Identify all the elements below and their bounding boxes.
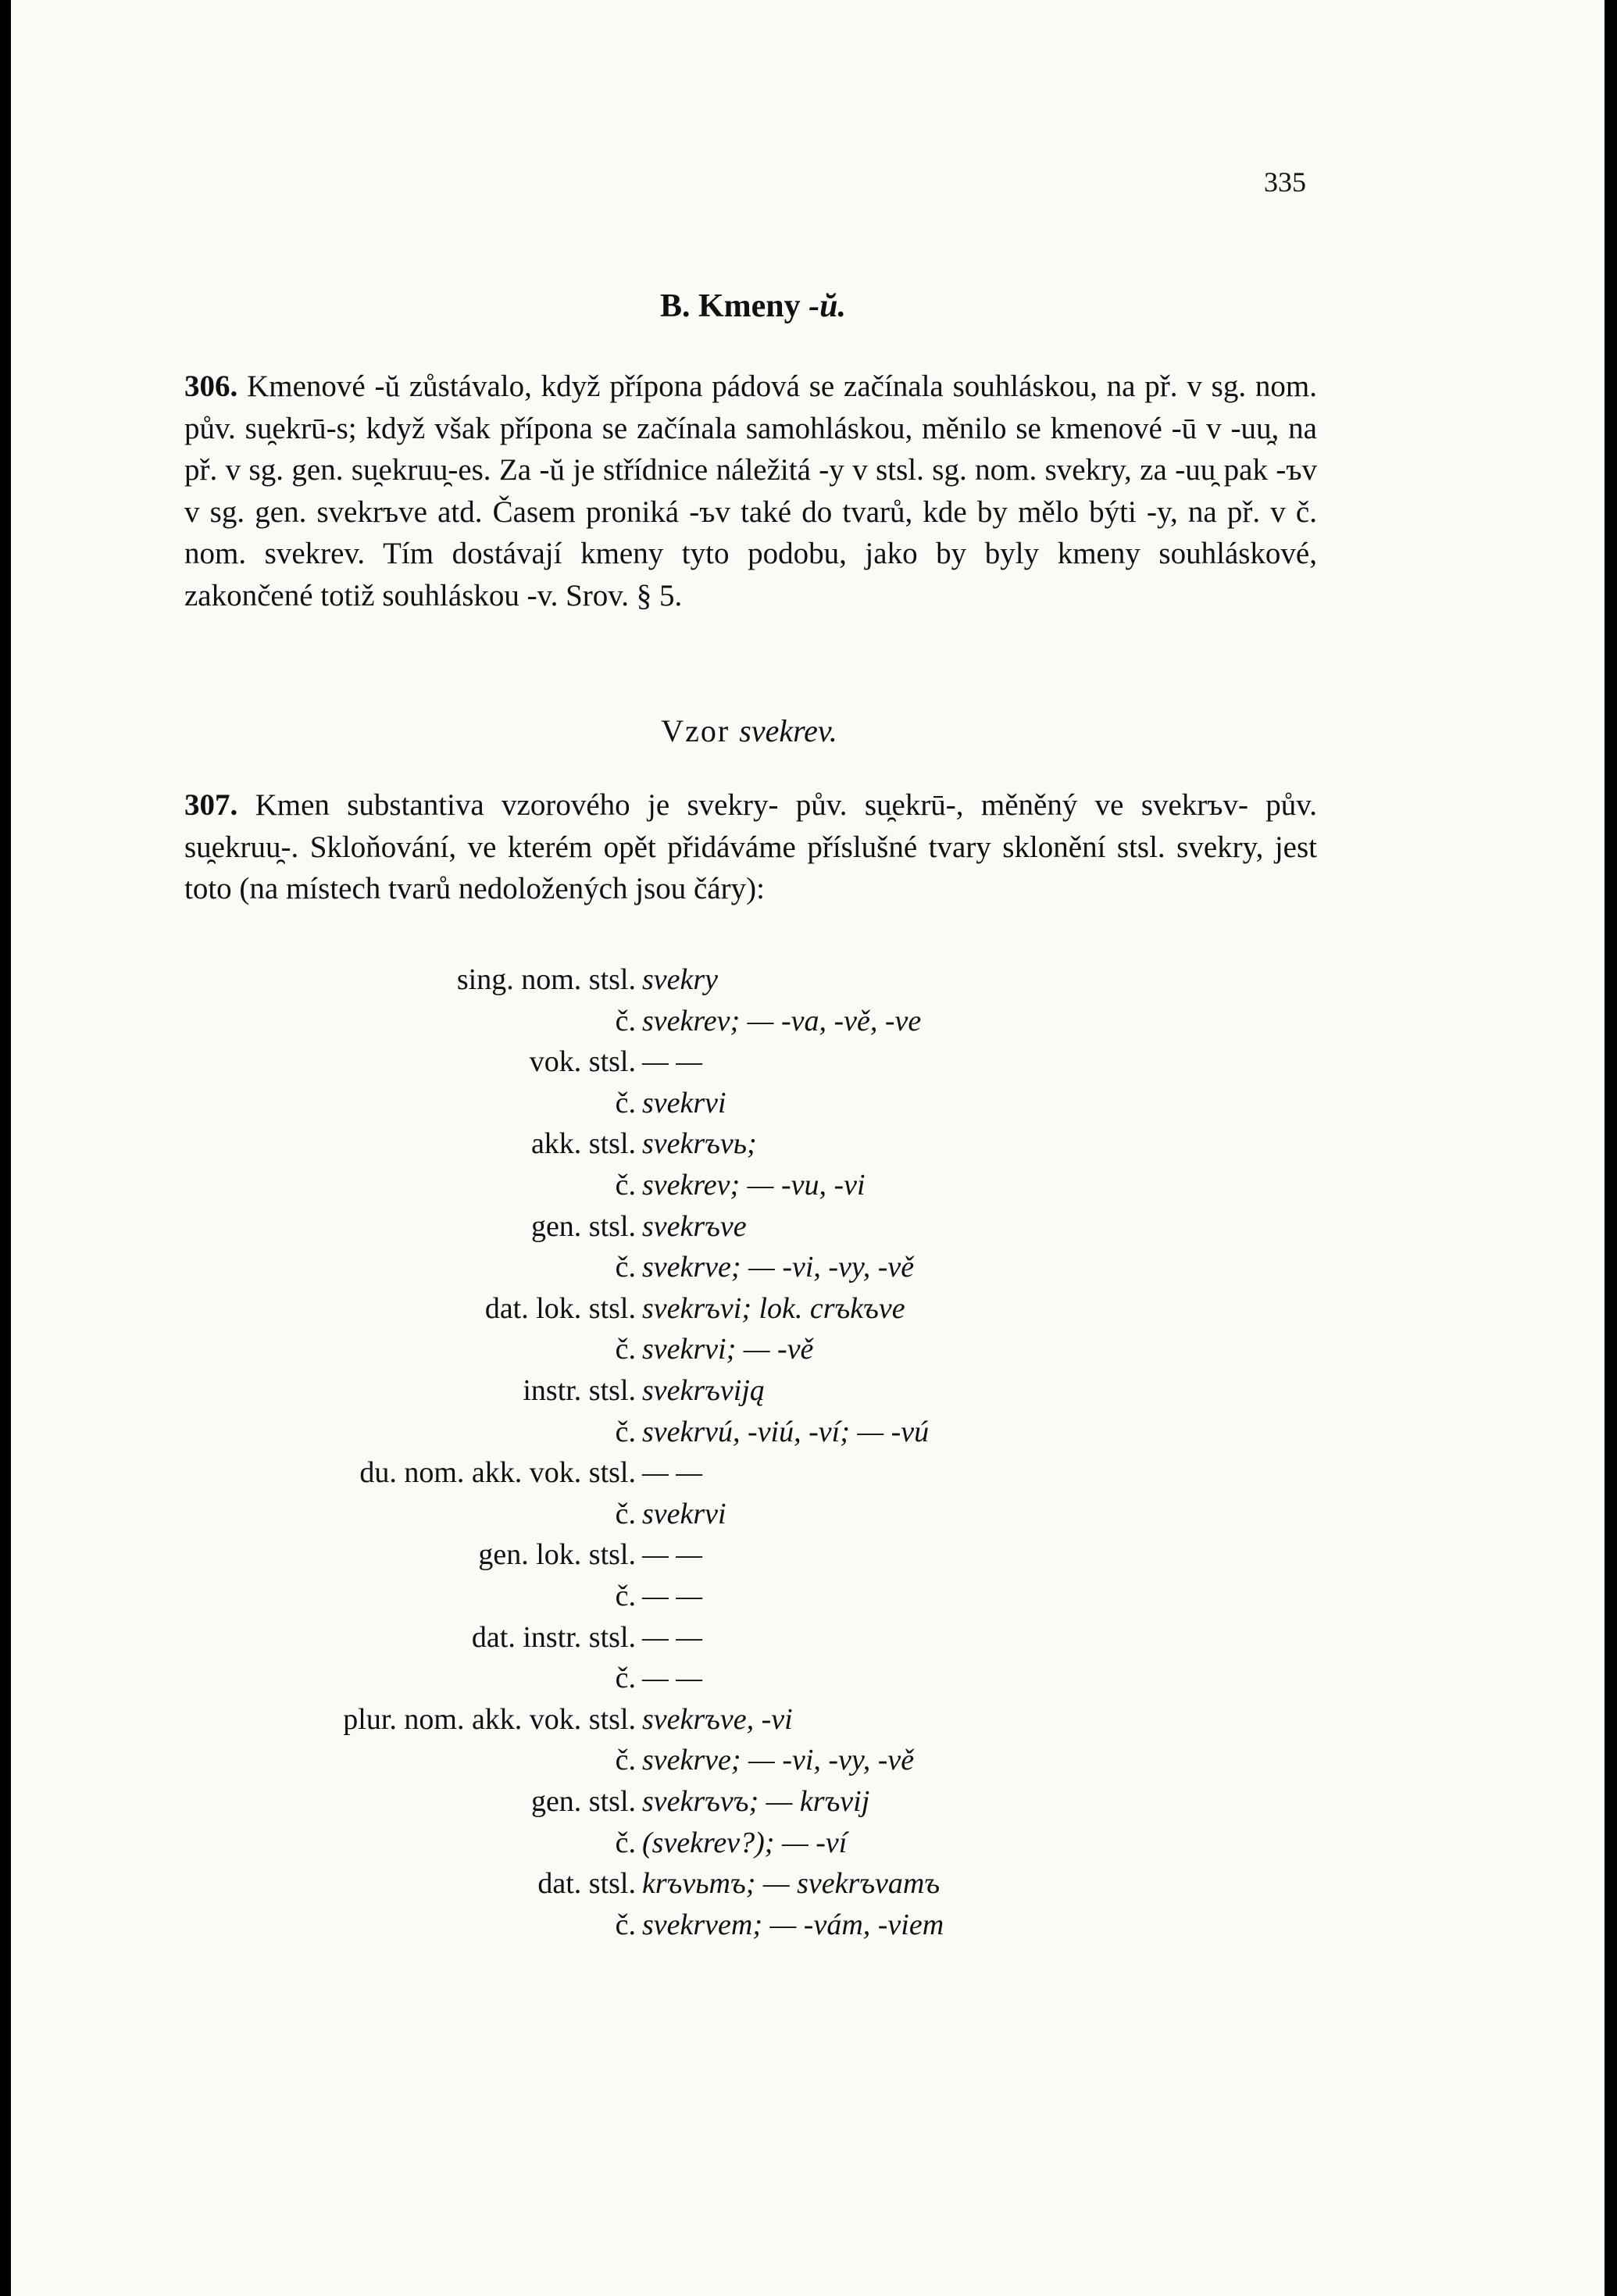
case-form: svekrvú, -viú, -ví; — -vú: [642, 1415, 930, 1448]
paradigm-title: [11, 712, 1487, 749]
case-form: svekrъve, -vi: [642, 1702, 793, 1736]
case-form: — —: [642, 1045, 703, 1079]
case-form: svekrъvь;: [642, 1127, 757, 1161]
paradigm-row: [11, 1086, 1495, 1127]
case-label: gen. stsl.: [530, 1785, 636, 1818]
paradigm-row: [11, 1661, 1495, 1701]
case-form: svekrvi: [642, 1497, 726, 1530]
paradigm-row: [11, 1579, 1495, 1619]
case-label: dat. instr. stsl.: [471, 1620, 636, 1654]
case-label: plur. nom. akk. vok. stsl.: [343, 1702, 636, 1736]
paragraph-307: [184, 784, 1317, 910]
case-form: — —: [642, 1456, 703, 1490]
case-label: dat. stsl.: [537, 1867, 636, 1901]
case-form: svekry: [642, 963, 719, 996]
case-form: svekrъvъ; — krъvij: [642, 1785, 870, 1818]
case-label: dat. lok. stsl.: [484, 1291, 636, 1325]
case-label: č.: [615, 1004, 636, 1037]
vzor-label: Vzor: [661, 713, 740, 748]
case-form: svekrvi; — -vě: [642, 1333, 814, 1366]
case-label: č.: [615, 1580, 636, 1612]
paragraph-number: 306.: [184, 370, 238, 403]
case-form: svekrvem; — -vám, -viem: [642, 1908, 944, 1941]
case-label: č.: [615, 1662, 636, 1695]
case-form: svekrve; — -vi, -vy, -vě: [642, 1744, 915, 1777]
paragraph-text: Kmenové -ŭ zůstávalo, když přípona pádová se začínala souhláskou, na př. v sg. nom. pův. su̯ekrū-s; když však přípona se začínala samohláskou, měnilo se kmenové -ū v -uu̯, na př. v sg. gen. su̯ekruu̯-es. Za -ŭ je střídnice náležitá -y v stsl. sg. nom. svekry, za -uu̯ pak -ъv v sg. gen. svekrъve atd. Časem proniká -ъv také do tvarů, kde by mělo býti -y, na př. v č. nom. svekrev. Tím dostávají kmeny tyto podobu, jako by byly kmeny souhláskové, zakončené totiž souhláskou -v. Srov. § 5.: [184, 370, 1317, 612]
case-label: č.: [615, 1744, 636, 1777]
paragraph-number: 307.: [184, 788, 238, 822]
case-label: gen. lok. stsl.: [478, 1538, 636, 1572]
paradigm-row: [11, 1743, 1495, 1784]
paradigm-row: [11, 1127, 1495, 1167]
section-heading: [11, 287, 1495, 325]
case-form: — —: [642, 1580, 703, 1612]
case-label: sing. nom. stsl.: [456, 963, 636, 996]
paradigm-row: [11, 1620, 1495, 1661]
case-form: svekrъve: [642, 1209, 747, 1243]
case-form: — —: [642, 1620, 703, 1654]
paradigm-row: [11, 1702, 1495, 1743]
case-form: svekrev; — -vu, -vi: [642, 1169, 866, 1202]
case-label: instr. stsl.: [523, 1374, 636, 1407]
case-form: svekrъviją: [642, 1374, 765, 1407]
case-form: svekrev; — -va, -vě, -ve: [642, 1004, 922, 1037]
case-form: (svekrev?); — -ví: [642, 1826, 848, 1859]
case-form: svekrvi: [642, 1086, 726, 1119]
page-number: 335: [1264, 166, 1306, 198]
paradigm-row: [11, 1332, 1495, 1373]
case-form: — —: [642, 1662, 703, 1695]
case-label: gen. stsl.: [530, 1209, 636, 1243]
vzor-word: svekrev.: [739, 713, 837, 748]
case-label: č.: [615, 1251, 636, 1284]
paradigm-row: [11, 1497, 1495, 1537]
paradigm-row: [11, 962, 1495, 1003]
paradigm-row: [11, 1250, 1495, 1291]
paradigm-row: [11, 1044, 1495, 1085]
case-form: krъvьmъ; — svekrъvamъ: [642, 1867, 941, 1901]
paradigm-row: [11, 1866, 1495, 1907]
case-label: akk. stsl.: [530, 1127, 636, 1161]
case-label: vok. stsl.: [529, 1045, 636, 1079]
case-label: č.: [615, 1415, 636, 1448]
case-label: č.: [615, 1086, 636, 1119]
heading-stem: -ŭ.: [808, 288, 847, 324]
paragraph-text: Kmen substantiva vzorového je svekry- pův. su̯ekrū-, měněný ve svekrъv- pův. su̯ekruu̯-. Skloňování, ve kterém opět přidáváme příslušné tvary sklonění stsl. svekry, jest toto (na místech tvarů nedoložených jsou čáry):: [184, 788, 1317, 905]
book-page: [11, 0, 1605, 2296]
paradigm-row: [11, 1908, 1495, 1948]
paradigm-row: [11, 1373, 1495, 1414]
case-label: č.: [615, 1908, 636, 1941]
paradigm-row: [11, 1455, 1495, 1496]
case-label: č.: [615, 1169, 636, 1202]
case-form: — —: [642, 1538, 703, 1572]
paradigm-row: [11, 1415, 1495, 1455]
paradigm-row: [11, 1537, 1495, 1578]
paradigm-row: [11, 1291, 1495, 1332]
paradigm-row: [11, 1209, 1495, 1250]
case-form: svekrъvi; lok. crъkъve: [642, 1291, 905, 1325]
paradigm-row: [11, 1826, 1495, 1866]
case-label: du. nom. akk. vok. stsl.: [359, 1456, 636, 1490]
heading-prefix: B. Kmeny: [659, 288, 809, 324]
case-form: svekrve; — -vi, -vy, -vě: [642, 1251, 915, 1284]
paragraph-306: [184, 366, 1317, 616]
case-label: č.: [615, 1826, 636, 1859]
paradigm-row: [11, 1004, 1495, 1044]
case-label: č.: [615, 1333, 636, 1366]
paradigm-row: [11, 1784, 1495, 1825]
paradigm-row: [11, 1168, 1495, 1209]
case-label: č.: [615, 1497, 636, 1530]
